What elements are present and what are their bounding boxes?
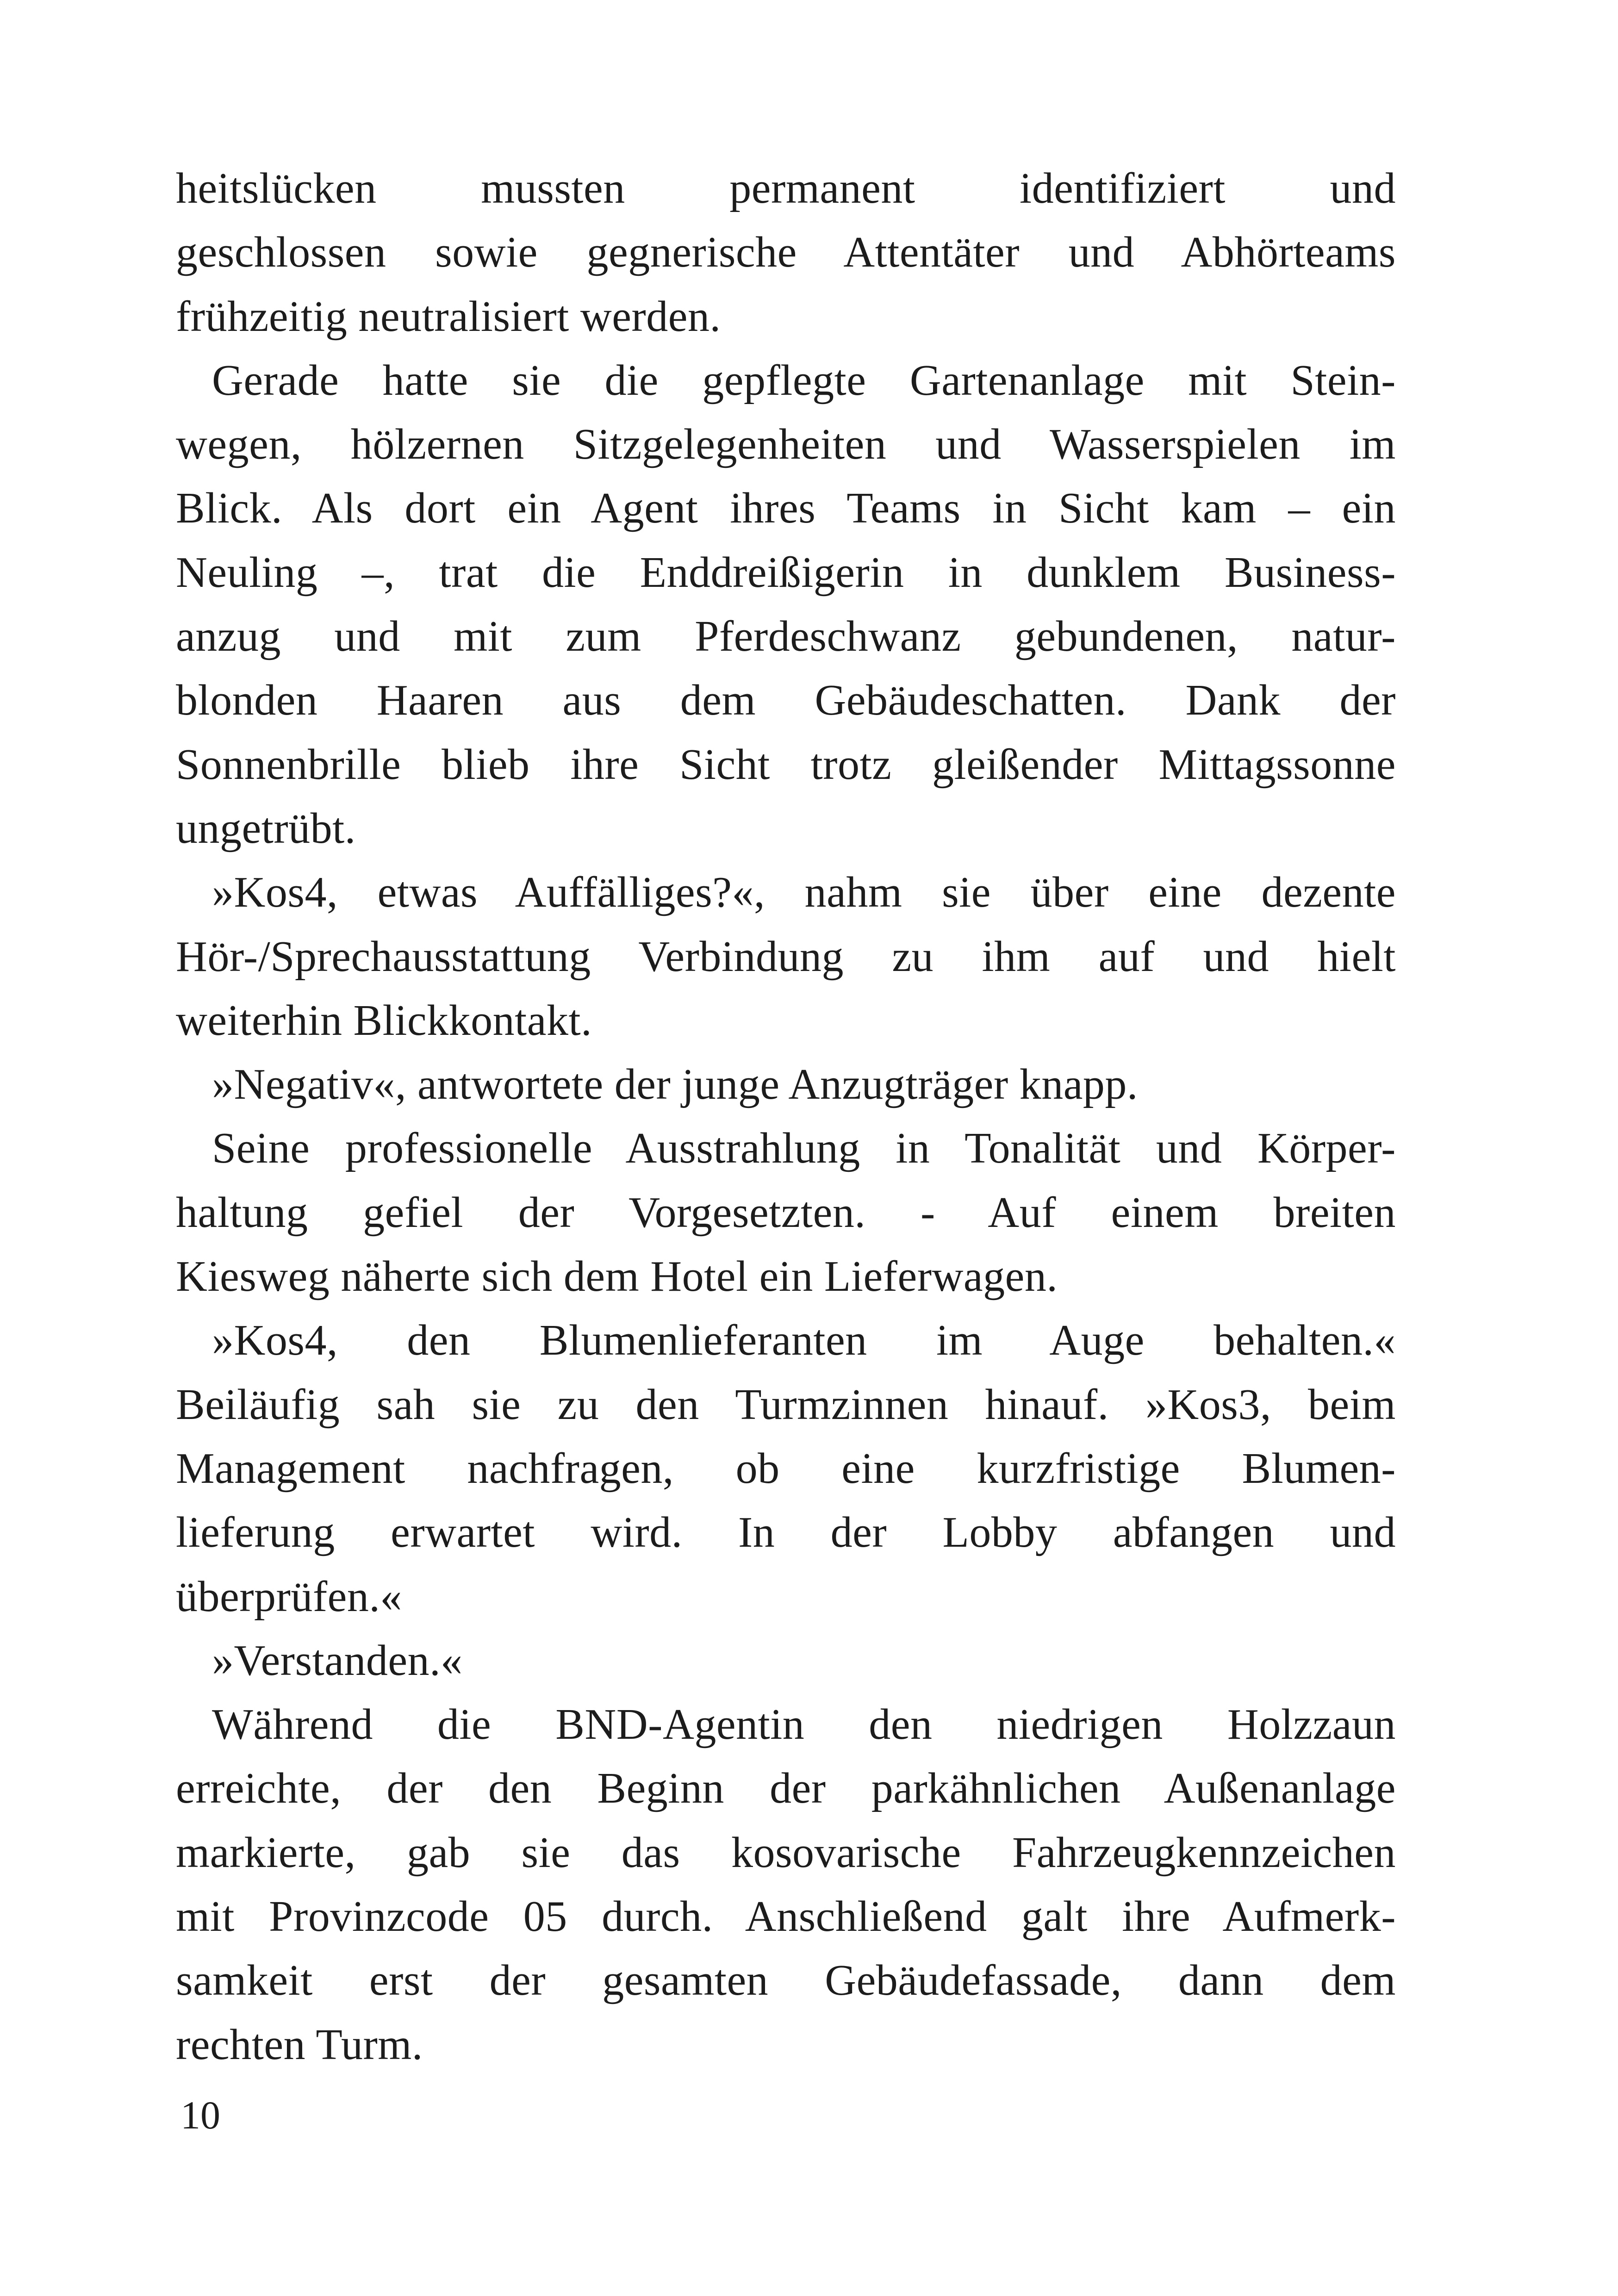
text-line: frühzeitig neutralisiert werden. <box>176 292 721 341</box>
text-line: haltung gefiel der Vorgesetzten. - Auf einem breiten <box>176 1188 1396 1237</box>
page-number: 10 <box>180 2093 220 2137</box>
text-line: Neuling –, trat die Enddreißigerin in dunklem Business- <box>176 548 1396 597</box>
text-line: Sonnenbrille blieb ihre Sicht trotz gleißender Mittagssonne <box>176 740 1396 789</box>
text-line: blonden Haaren aus dem Gebäudeschatten. Dank der <box>176 676 1396 725</box>
text-line: »Verstanden.« <box>212 1636 463 1685</box>
text-line: Kiesweg näherte sich dem Hotel ein Lieferwagen. <box>176 1252 1058 1301</box>
text-line: überprüfen.« <box>176 1572 402 1621</box>
text-line: lieferung erwartet wird. In der Lobby abfangen und <box>176 1508 1396 1557</box>
text-line: Management nachfragen, ob eine kurzfristige Blumen- <box>176 1444 1396 1493</box>
text-line: samkeit erst der gesamten Gebäudefassade, dann dem <box>176 1956 1396 2005</box>
text-line: Seine professionelle Ausstrahlung in Tonalität und Körper- <box>212 1124 1396 1173</box>
text-line: mit Provinzcode 05 durch. Anschließend galt ihre Aufmerk- <box>176 1892 1396 1941</box>
text-line: ungetrübt. <box>176 804 356 852</box>
text-line: »Kos4, den Blumenlieferanten im Auge behalten.« <box>212 1316 1396 1365</box>
text-line: geschlossen sowie gegnerische Attentäter und Abhörteams <box>176 228 1396 277</box>
text-line: heitslücken mussten permanent identifiziert und <box>176 164 1396 212</box>
body-text <box>176 156 1396 2077</box>
text-line: rechten Turm. <box>176 2020 423 2069</box>
text-line: wegen, hölzernen Sitzgelegenheiten und Wasserspielen im <box>176 420 1396 469</box>
text-line: Während die BND-Agentin den niedrigen Holzzaun <box>212 1700 1396 1749</box>
text-line: markierte, gab sie das kosovarische Fahrzeugkennzeichen <box>176 1828 1396 1877</box>
text-line: erreichte, der den Beginn der parkähnlichen Außenanlage <box>176 1764 1396 1813</box>
text-line: weiterhin Blickkontakt. <box>176 996 592 1045</box>
text-line: »Kos4, etwas Auffälliges?«, nahm sie über eine dezente <box>212 868 1396 917</box>
text-line: Beiläufig sah sie zu den Turmzinnen hinauf. »Kos3, beim <box>176 1380 1396 1429</box>
text-line: Gerade hatte sie die gepflegte Gartenanlage mit Stein- <box>212 356 1396 404</box>
text-line: Hör-/Sprechausstattung Verbindung zu ihm auf und hielt <box>176 932 1396 981</box>
text-line: Blick. Als dort ein Agent ihres Teams in Sicht kam – ein <box>176 484 1396 533</box>
text-line: »Negativ«, antwortete der junge Anzugträger knapp. <box>212 1060 1138 1109</box>
text-line: anzug und mit zum Pferdeschwanz gebundenen, natur- <box>176 612 1396 661</box>
